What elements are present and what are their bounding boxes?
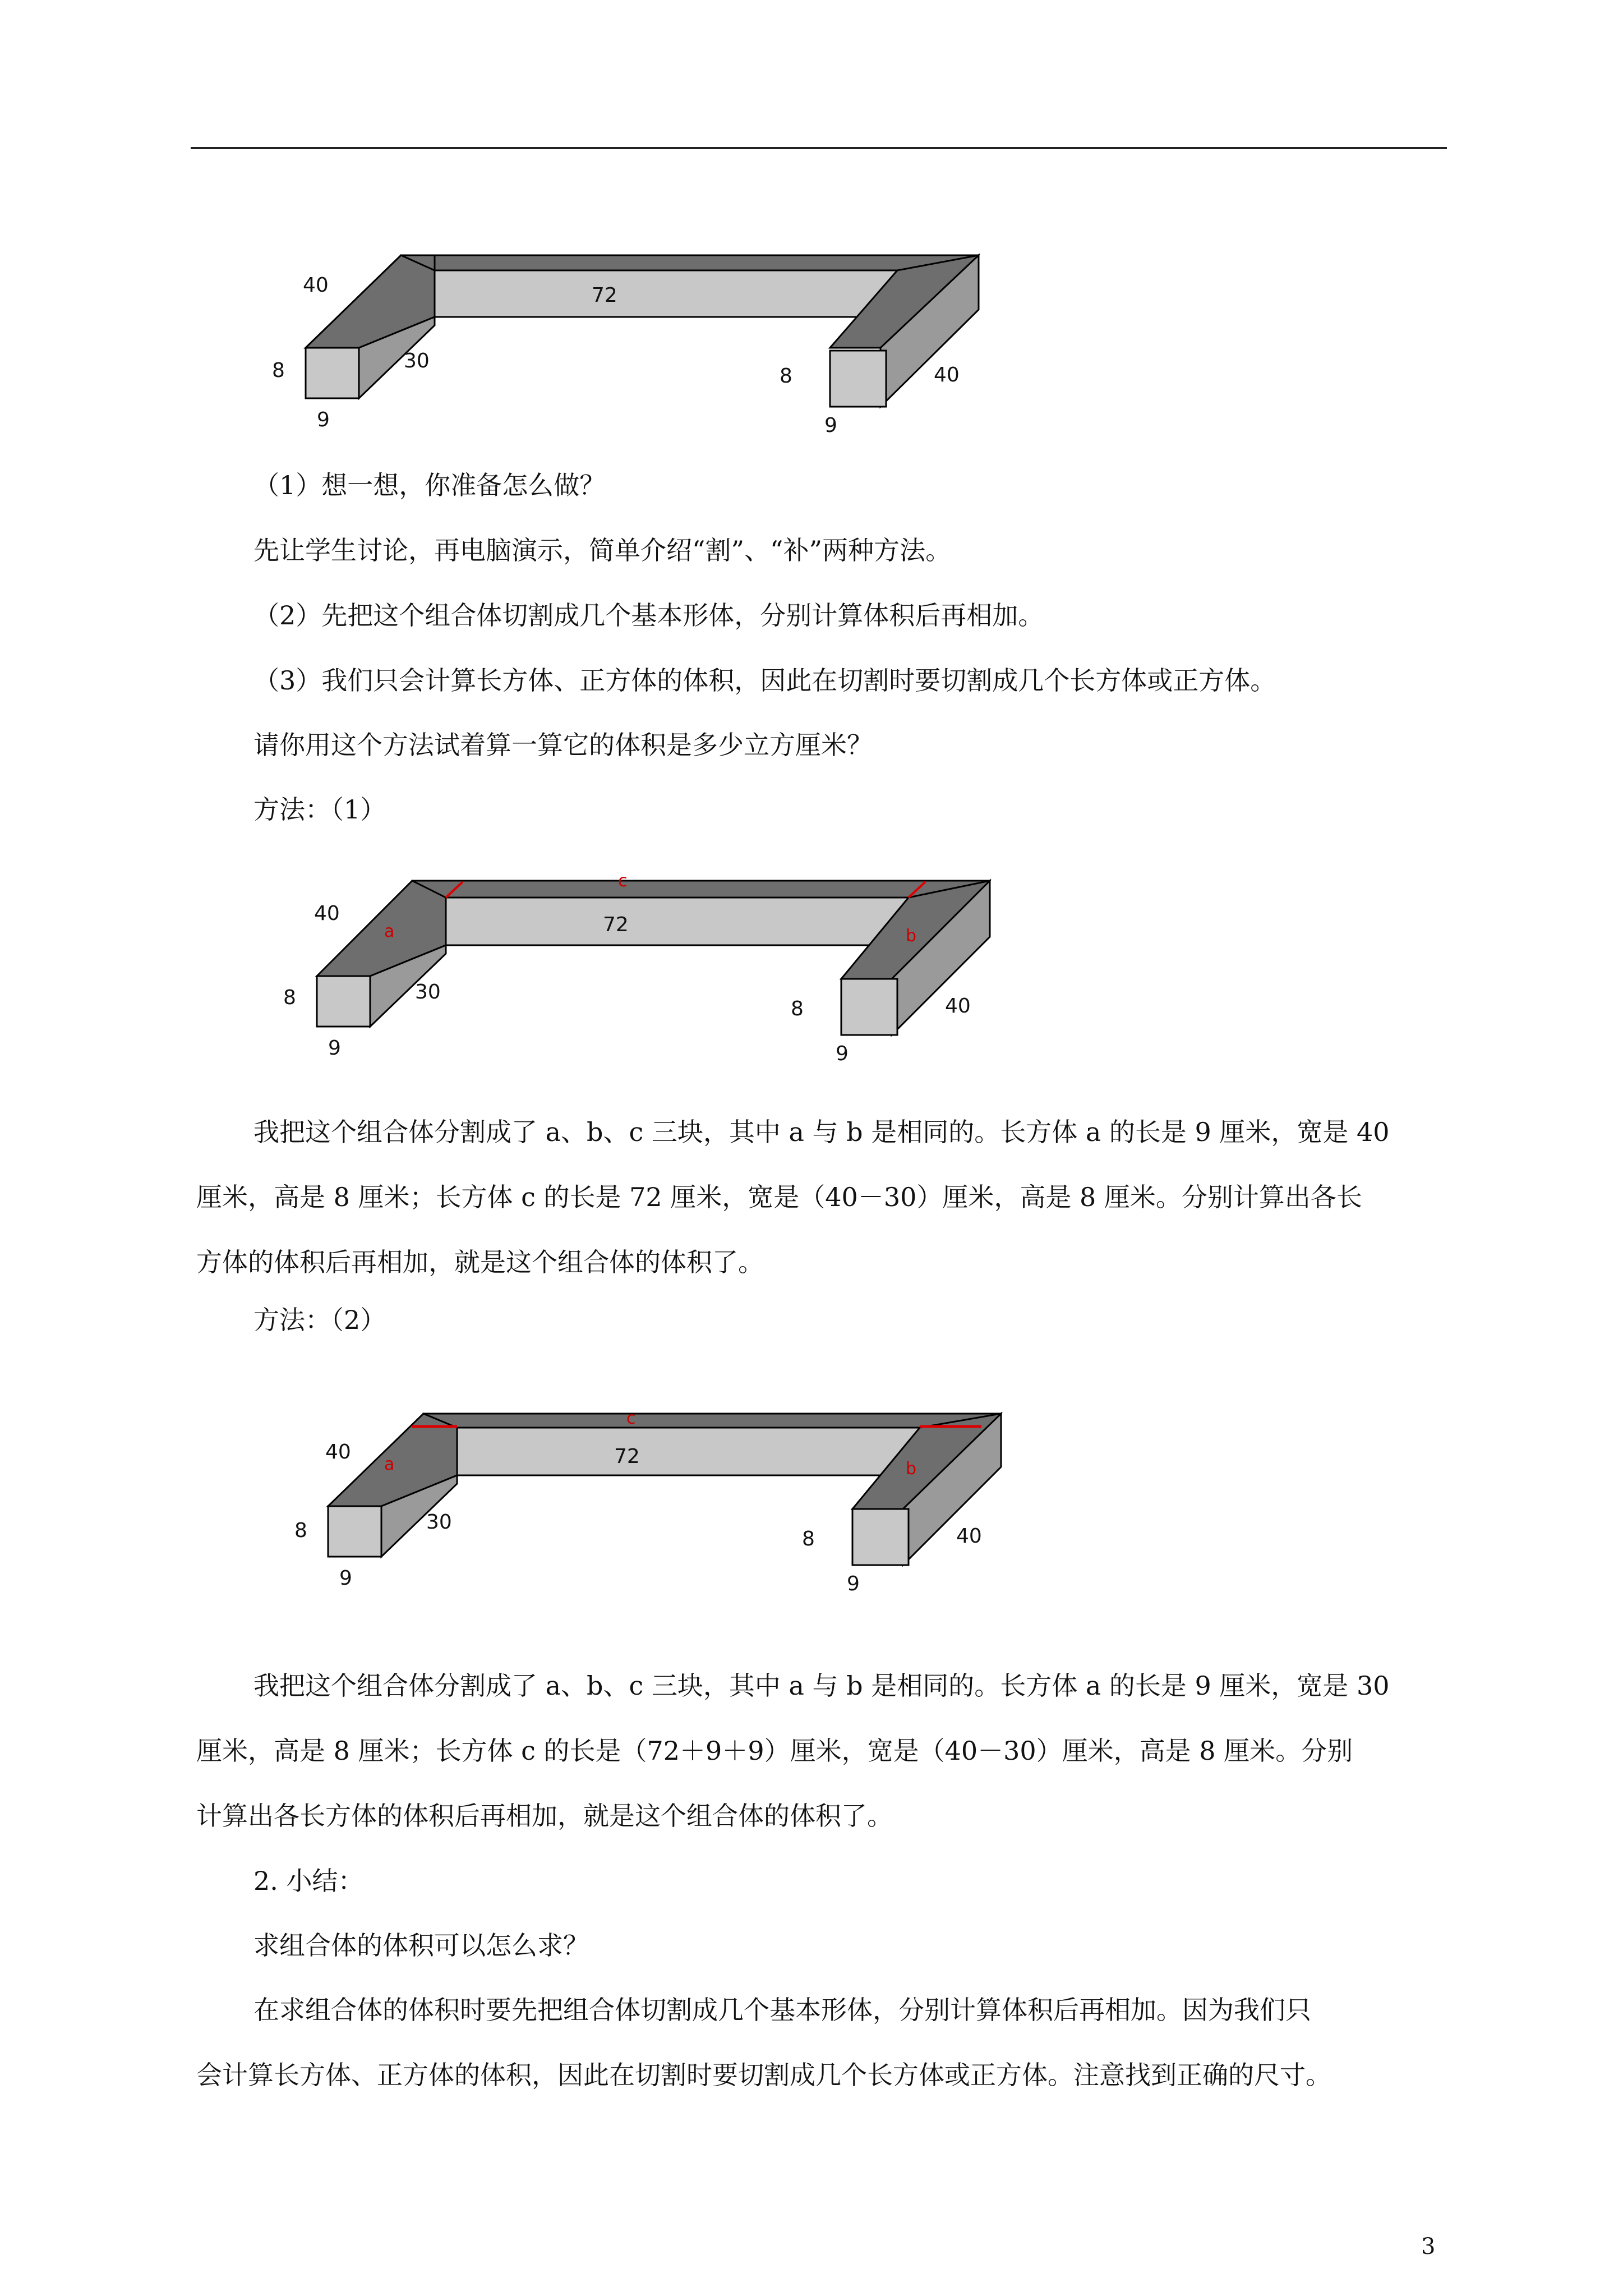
method-2-line-3: 计算出各长方体的体积后再相加，就是这个组合体的体积了。 [196,1801,893,1831]
label-8-left: 8 [272,359,285,382]
label-9-right: 9 [824,414,837,437]
step-3: （3）我们只会计算长方体、正方体的体积，因此在切割时要切割成几个长方体或正方体。 [253,665,1276,696]
method-2-line-2: 厘米，高是 8 厘米；长方体 c 的长是（72＋9＋9）厘米，宽是（40－30）厘米，高是 8 厘米。分别 [196,1736,1353,1766]
u-shape-solid-2 [275,869,1015,1071]
u-shape-solid-1 [264,247,1004,449]
method-2-title: 方法：（2） [253,1305,386,1335]
summary-question: 求组合体的体积可以怎么求？ [253,1930,589,1961]
label-8-left: 8 [283,986,296,1009]
label-8-right: 8 [802,1527,815,1550]
label-30: 30 [426,1511,452,1534]
cut-label-c: c [626,1409,636,1428]
method-2-explanation [196,1673,1444,1829]
header-rule [191,147,1447,149]
label-40-right: 40 [956,1525,982,1548]
label-8-right: 8 [791,997,804,1020]
label-40-left: 40 [325,1441,351,1464]
prompt: 请你用这个方法试着算一算它的体积是多少立方厘米？ [253,730,873,760]
cut-label-b: b [906,926,917,946]
method-1-line-1: 我把这个组合体分割成了 a、b、c 三块，其中 a 与 b 是相同的。长方体 a 的长是 9 厘米，宽是 40 [253,1117,1390,1147]
cut-label-b: b [906,1459,917,1479]
label-8-left: 8 [294,1519,307,1542]
method-1-explanation [196,1119,1444,1275]
page-number: 3 [1421,2234,1436,2260]
label-40-right: 40 [945,995,971,1018]
question-1-desc: 先让学生讨论，再电脑演示，简单介绍“割”、“补”两种方法。 [253,535,952,565]
summary-title: 2. 小结： [253,1866,364,1896]
label-9-left: 9 [317,408,330,431]
label-9-left: 9 [339,1567,352,1590]
method-1-line-2: 厘米，高是 8 厘米；长方体 c 的长是 72 厘米，宽是（40－30）厘米，高是 8 厘米。分别计算出各长 [196,1182,1362,1212]
cut-label-a: a [384,1455,395,1474]
u-shape-solid-3 [286,1402,1026,1604]
method-1-title: 方法：（1） [253,794,386,825]
summary-answer [196,1997,1444,2088]
figure-3 [286,1402,1026,1604]
label-9-right: 9 [847,1572,860,1595]
label-72: 72 [592,284,617,307]
label-8-right: 8 [780,365,792,388]
label-30: 30 [415,981,441,1004]
label-9-right: 9 [836,1042,849,1065]
step-2: （2）先把这个组合体切割成几个基本形体，分别计算体积后再相加。 [253,600,1044,631]
figure-2 [275,869,1015,1071]
cut-label-a: a [384,922,395,941]
label-30: 30 [404,349,430,372]
label-72: 72 [614,1445,640,1468]
label-72: 72 [603,913,629,936]
label-40-right: 40 [934,364,960,386]
question-1: （1）想一想，你准备怎么做？ [253,470,606,500]
summary-line-1: 在求组合体的体积时要先把组合体切割成几个基本形体，分别计算体积后再相加。因为我们只 [253,1995,1311,2025]
label-9-left: 9 [328,1037,341,1060]
method-2-line-1: 我把这个组合体分割成了 a、b、c 三块，其中 a 与 b 是相同的。长方体 a 的长是 9 厘米，宽是 30 [253,1671,1390,1701]
method-1-line-3: 方体的体积后再相加，就是这个组合体的体积了。 [196,1247,764,1277]
label-40-left: 40 [303,274,329,297]
figure-1 [264,247,1004,449]
cut-label-c: c [618,871,628,891]
label-40-left: 40 [314,902,340,925]
summary-line-2: 会计算长方体、正方体的体积，因此在切割时要切割成几个长方体或正方体。注意找到正确的尺寸。 [196,2060,1331,2090]
